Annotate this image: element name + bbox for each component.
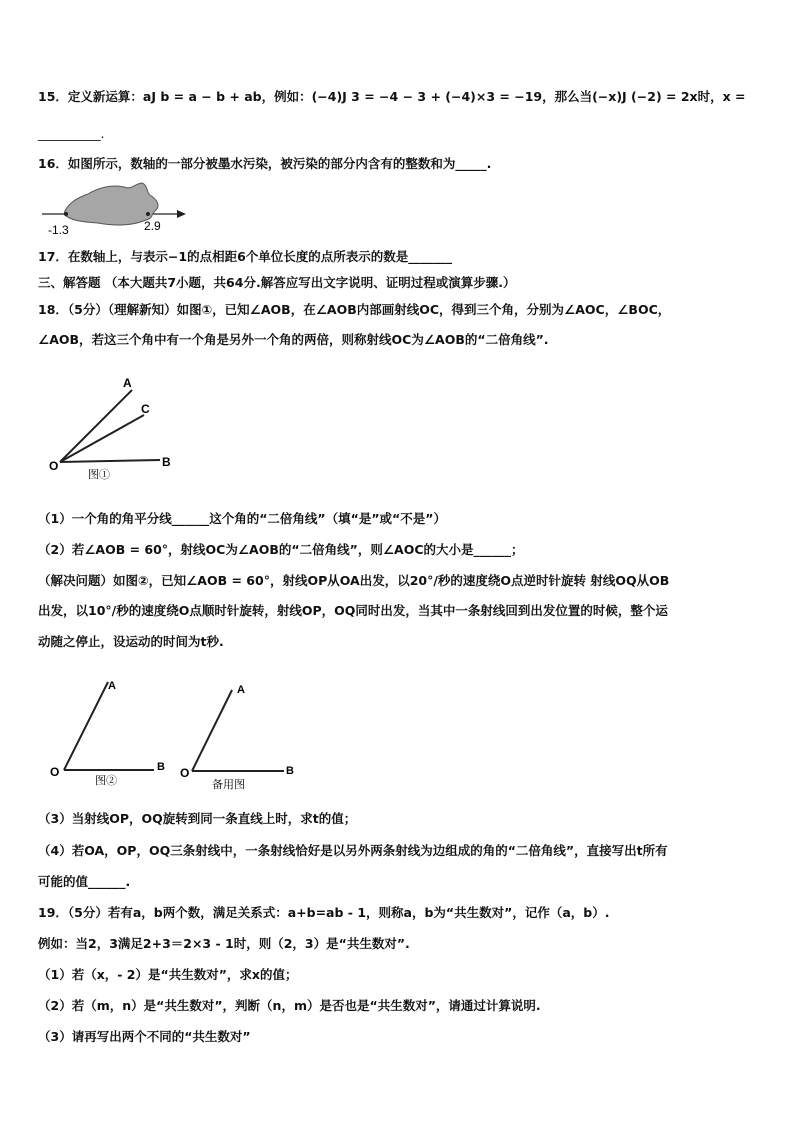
label-o: O (50, 765, 60, 779)
q18-part4-line2: 可能的值______. (38, 874, 131, 889)
label-right: 2.9 (144, 219, 161, 233)
q15-line1: 15．定义新运算：aJ b = a − b + ab，例如：(−4)J 3 = −4 − 3 + (−4)×3 = −19，那么当(−x)J (−2) = 2x时，x = (38, 89, 746, 104)
ray-oa (192, 690, 232, 771)
figure-2 (44, 670, 174, 795)
q18-part3: （3）当射线OP，OQ旋转到同一条直线上时，求t的值； (38, 811, 357, 826)
q15-line2: __________. (38, 126, 105, 141)
q18-line1: 18．（5分）（理解新知）如图①，已知∠AOB，在∠AOB内部画射线OC，得到三个角，分别为∠AOC，∠BOC， (38, 302, 671, 317)
q18-part4-line1: （4）若OA，OP，OQ三条射线中，一条射线恰好是以另外两条射线为边组成的角的“二倍角线”，直接写出t所有 (38, 843, 668, 858)
q16-number-line-figure (36, 180, 196, 240)
backup-figure (172, 676, 312, 796)
label-a: A (123, 376, 132, 390)
q18-part2: （2）若∠AOB = 60°，射线OC为∠AOB的“二倍角线”，则∠AOC的大小是______； (38, 542, 524, 557)
label-c: C (141, 402, 150, 416)
figure-1-caption: 图① (88, 469, 110, 481)
q18-line2: ∠AOB，若这三个角中有一个角是另外一个角的两倍，则称射线OC为∠AOB的“二倍角线”. (38, 332, 549, 347)
q19-line1: 19．（5分）若有a，b两个数，满足关系式：a+b=ab - 1，则称a，b为“共生数对”，记作（a，b）. (38, 905, 610, 920)
q19-part1: （1）若（x，- 2）是“共生数对”，求x的值； (38, 967, 298, 982)
ray-oa (60, 390, 132, 462)
q18-solve-line2: 出发，以10°/秒的速度绕O点顺时针旋转，射线OP，OQ同时出发，当其中一条射线回到出发位置的时候，整个运 (38, 603, 668, 618)
q18-part1: （1）一个角的角平分线______这个角的“二倍角线”（填“是”或“不是”） (38, 511, 446, 526)
label-a: A (108, 680, 116, 692)
ray-ob (60, 460, 160, 462)
figure-2-caption: 图② (95, 775, 117, 787)
q19-part2: （2）若（m，n）是“共生数对”，判断（n，m）是否也是“共生数对”，请通过计算说明. (38, 998, 541, 1013)
ray-oa (64, 682, 108, 770)
q18-solve-line3: 动随之停止，设运动的时间为t秒. (38, 634, 224, 649)
label-o: O (180, 766, 190, 780)
label-b: B (157, 761, 165, 773)
number-line-arrow-icon (177, 210, 186, 218)
label-b: B (286, 765, 294, 777)
q17-text: 17．在数轴上，与表示−1的点相距6个单位长度的点所表示的数是_______ (38, 249, 453, 264)
label-a: A (237, 684, 245, 696)
q19-line2: 例如：当2，3满足2+3＝2×3 - 1时，则（2，3）是“共生数对”. (38, 936, 410, 951)
q16-text: 16．如图所示，数轴的一部分被墨水污染，被污染的部分内含有的整数和为_____. (38, 156, 492, 171)
label-b: B (162, 455, 171, 469)
q19-part3: （3）请再写出两个不同的“共生数对” (38, 1029, 251, 1044)
figure-1 (44, 374, 194, 484)
section-3-heading: 三、解答题 （本大题共7小题，共64分.解答应写出文字说明、证明过程或演算步骤.） (38, 275, 516, 290)
q18-solve-line1: （解决问题）如图②，已知∠AOB = 60°，射线OP从OA出发，以20°/秒的速度绕O点逆时针旋转 射线OQ从OB (38, 573, 670, 588)
ray-oc (60, 415, 144, 462)
point-right (146, 212, 150, 216)
label-left: -1.3 (48, 223, 69, 237)
point-left (64, 212, 68, 216)
backup-figure-caption: 备用图 (212, 779, 245, 791)
label-o: O (49, 459, 59, 473)
